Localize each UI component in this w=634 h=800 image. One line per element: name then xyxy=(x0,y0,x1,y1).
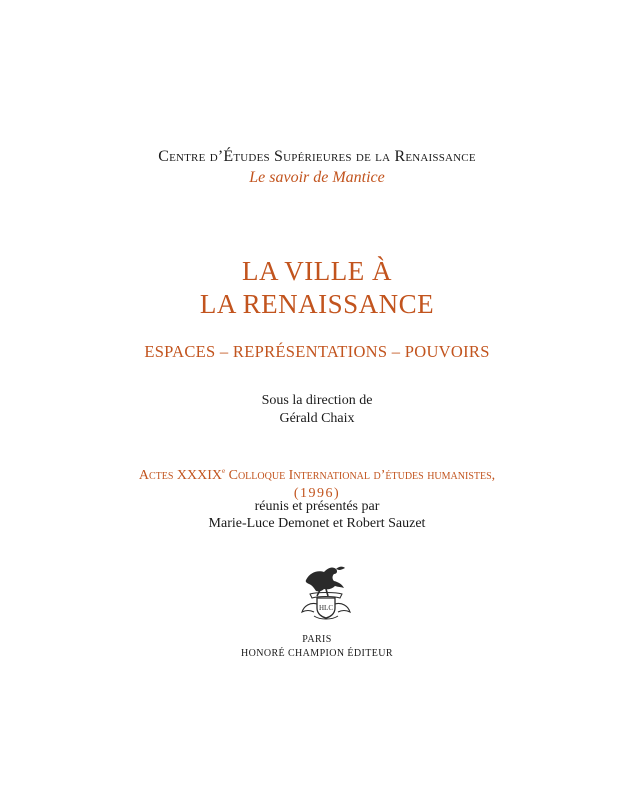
publisher-name: HONORÉ CHAMPION ÉDITEUR xyxy=(241,648,393,659)
editors-names: Marie-Luce Demonet et Robert Sauzet xyxy=(208,516,426,531)
editors-label: réunis et présentés par xyxy=(254,499,380,514)
proceedings-year: (1996) xyxy=(293,486,341,501)
book-title-line-2: LA RENAISSANCE xyxy=(199,289,435,319)
publisher-city: PARIS xyxy=(302,634,332,645)
horse-emblem-icon xyxy=(292,560,360,624)
proceedings-line xyxy=(0,462,634,485)
direction-credit xyxy=(0,392,634,428)
logo-monogram: HLC xyxy=(319,604,333,612)
editors-credit xyxy=(0,498,634,532)
book-subtitle: ESPACES – REPRÉSENTATIONS – POUVOIRS xyxy=(144,342,490,361)
institution-name: Centre d’Études Supérieures de la Renaissance xyxy=(158,148,476,165)
proceedings-superscript: e xyxy=(222,467,226,475)
director-name: Gérald Chaix xyxy=(279,411,355,426)
proceedings-suffix: Colloque International d’études humanistes, xyxy=(225,468,496,483)
proceedings-note xyxy=(0,462,634,503)
series-name: Le savoir de Mantice xyxy=(249,169,385,186)
book-title-line-1: LA VILLE À xyxy=(242,256,392,286)
direction-label: Sous la direction de xyxy=(261,393,373,408)
book-title xyxy=(0,255,634,321)
proceedings-prefix: Actes XXXIX xyxy=(138,468,223,483)
publisher-block xyxy=(0,633,634,661)
publisher-logo xyxy=(292,560,360,624)
